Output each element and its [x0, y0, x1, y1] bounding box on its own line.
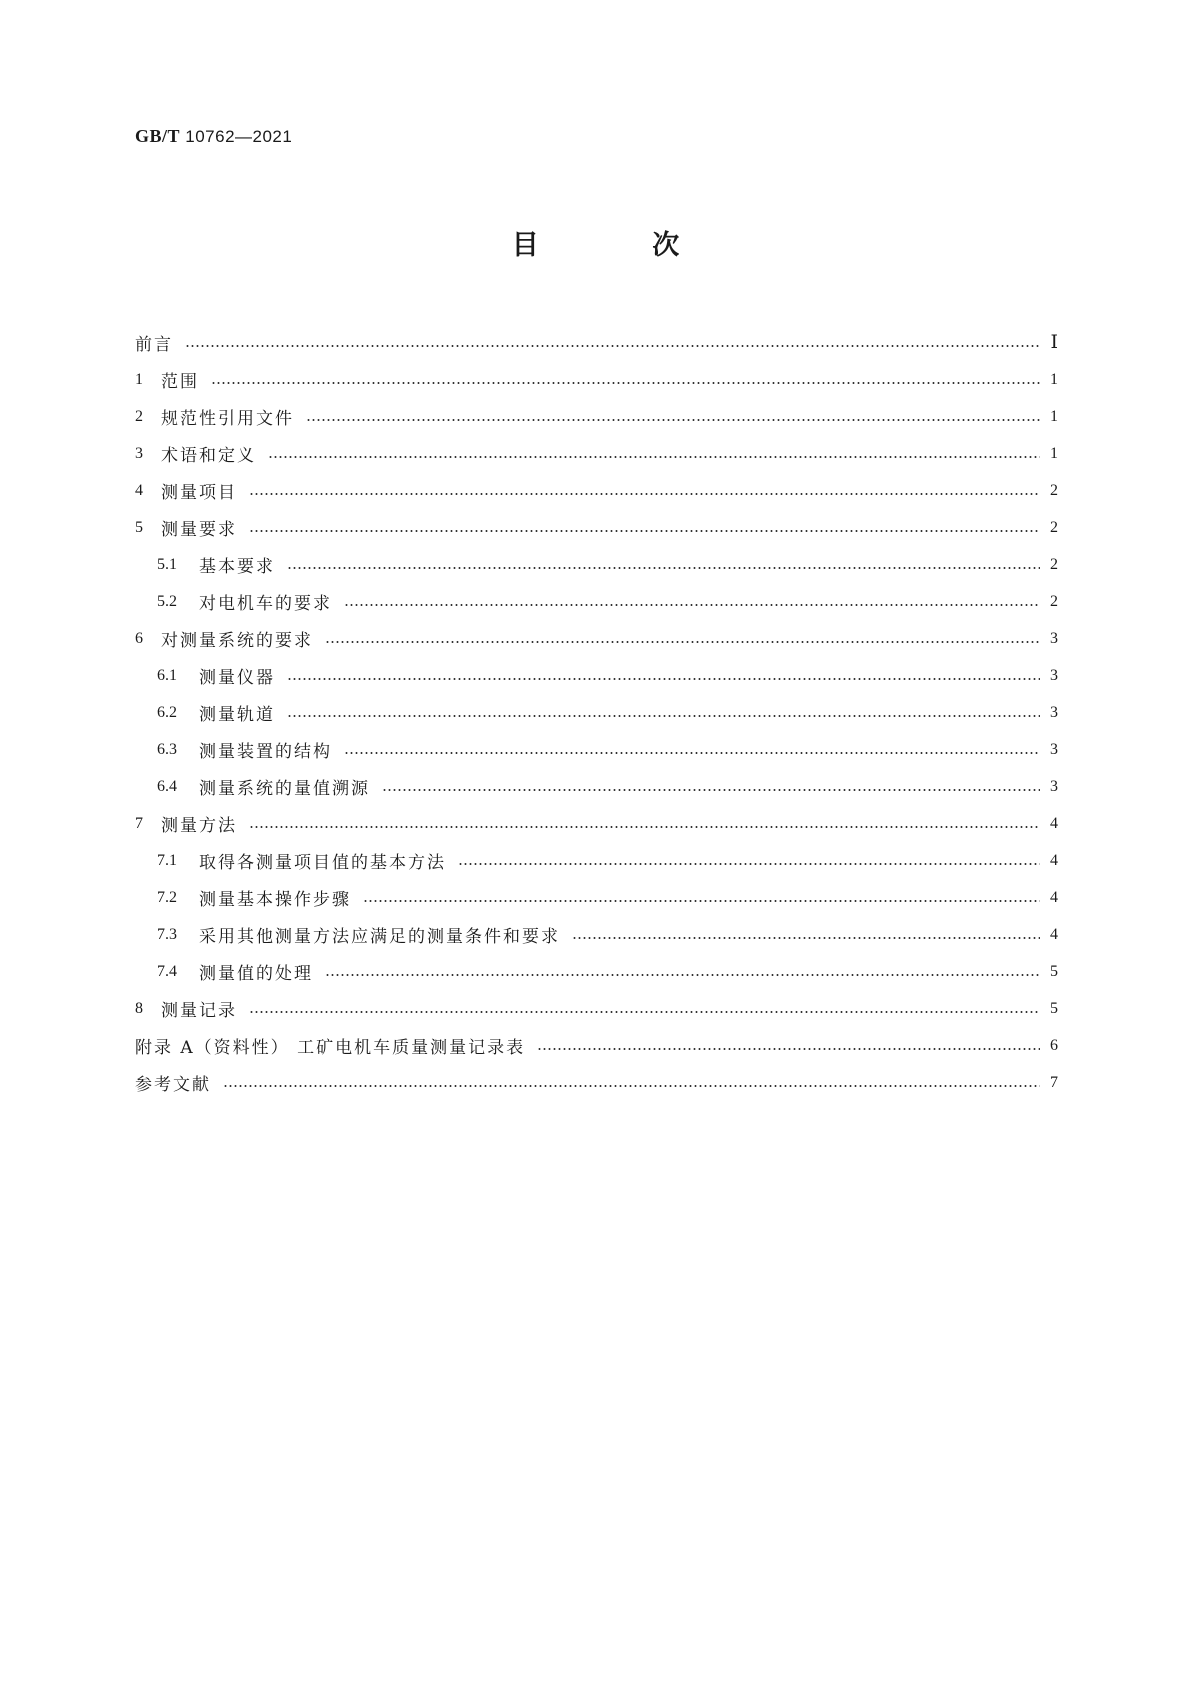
toc-dot-leader: [344, 604, 1040, 606]
toc-dot-leader: [268, 456, 1040, 458]
toc-entry[interactable]: [135, 805, 1058, 842]
toc-entry-page: 3: [1050, 703, 1058, 721]
toc-entry-label: 术语和定义: [161, 446, 256, 466]
toc-entry-number: 2: [135, 407, 143, 425]
toc-entry-number: 7.3: [157, 925, 177, 943]
toc-entry-page: 2: [1050, 481, 1058, 499]
toc-entry-page: 1: [1050, 444, 1058, 462]
toc-entry[interactable]: [135, 990, 1058, 1027]
standard-number: 10762—2021: [185, 127, 293, 146]
toc-entry-page: 5: [1050, 999, 1058, 1017]
toc-entry[interactable]: [135, 842, 1058, 879]
toc-dot-leader: [537, 1048, 1040, 1050]
toc-entry[interactable]: [135, 361, 1058, 398]
toc-entry-label: 测量值的处理: [199, 964, 313, 984]
toc-entry-page: 4: [1050, 814, 1058, 832]
toc-entry-label: 测量装置的结构: [199, 742, 332, 762]
toc-entry[interactable]: [135, 398, 1058, 435]
toc-entry[interactable]: [135, 435, 1058, 472]
toc-entry-page: 2: [1050, 555, 1058, 573]
toc-entry[interactable]: [135, 768, 1058, 805]
toc-entry-page: 3: [1050, 629, 1058, 647]
toc-entry-label: 采用其他测量方法应满足的测量条件和要求: [199, 927, 560, 947]
toc-entry-label: 测量方法: [161, 816, 237, 836]
toc-entry-number: 4: [135, 481, 143, 499]
toc-entry-number: 5.2: [157, 592, 177, 610]
toc-entry-label: 测量要求: [161, 520, 237, 540]
toc-entry-page: 4: [1050, 925, 1058, 943]
toc-entry-page: 1: [1050, 407, 1058, 425]
standard-code: [135, 126, 292, 147]
toc-entry-page: 5: [1050, 962, 1058, 980]
toc-entry[interactable]: [135, 657, 1058, 694]
toc-entry-page: 6: [1050, 1036, 1058, 1054]
toc-entry[interactable]: [135, 1027, 1058, 1064]
toc-entry-number: 6.1: [157, 666, 177, 684]
toc-entry-label: 参考文献: [135, 1075, 211, 1095]
toc-entry-number: 7: [135, 814, 143, 832]
toc-dot-leader: [211, 382, 1040, 384]
toc-entry-label: 附录 A（资料性） 工矿电机车质量测量记录表: [135, 1038, 526, 1058]
toc-entry-number: 6.3: [157, 740, 177, 758]
toc-entry[interactable]: [135, 916, 1058, 953]
toc-entry-page: 3: [1050, 777, 1058, 795]
toc-entry-label: 测量项目: [161, 483, 237, 503]
toc-dot-leader: [344, 752, 1040, 754]
toc-entry[interactable]: [135, 509, 1058, 546]
toc-dot-leader: [572, 937, 1040, 939]
toc-entry-number: 7.2: [157, 888, 177, 906]
toc-entry-number: 3: [135, 444, 143, 462]
toc-entry-label: 基本要求: [199, 557, 275, 577]
toc-entry[interactable]: [135, 546, 1058, 583]
toc-dot-leader: [325, 974, 1040, 976]
toc-entry-label: 测量记录: [161, 1001, 237, 1021]
toc-entry[interactable]: [135, 1064, 1058, 1101]
toc-entry-number: 7.1: [157, 851, 177, 869]
toc-entry[interactable]: [135, 694, 1058, 731]
toc-entry-label: 前言: [135, 335, 173, 355]
toc-entry-label: 对电机车的要求: [199, 594, 332, 614]
toc-dot-leader: [325, 641, 1040, 643]
toc-entry-page: 2: [1050, 518, 1058, 536]
toc-entry-label: 对测量系统的要求: [161, 631, 313, 651]
toc-dot-leader: [287, 567, 1040, 569]
toc-entry[interactable]: [135, 879, 1058, 916]
toc-dot-leader: [185, 345, 1040, 347]
toc-entry-number: 8: [135, 999, 143, 1017]
toc-dot-leader: [287, 678, 1040, 680]
toc-entry-page: 7: [1050, 1073, 1058, 1091]
table-of-contents: [135, 324, 1058, 1101]
toc-entry-label: 取得各测量项目值的基本方法: [199, 853, 446, 873]
toc-entry-number: 6.4: [157, 777, 177, 795]
toc-entry-page: 3: [1050, 740, 1058, 758]
toc-dot-leader: [363, 900, 1040, 902]
toc-dot-leader: [249, 826, 1040, 828]
toc-entry[interactable]: [135, 953, 1058, 990]
standard-prefix: GB/T: [135, 126, 181, 146]
toc-dot-leader: [287, 715, 1040, 717]
toc-entry-label: 范围: [161, 372, 199, 392]
toc-entry-number: 1: [135, 370, 143, 388]
toc-entry[interactable]: [135, 731, 1058, 768]
toc-entry-label: 测量基本操作步骤: [199, 890, 351, 910]
toc-entry-number: 5.1: [157, 555, 177, 573]
toc-entry-label: 测量仪器: [199, 668, 275, 688]
toc-entry[interactable]: [135, 472, 1058, 509]
toc-entry-label: 测量轨道: [199, 705, 275, 725]
toc-entry-page: Ⅰ: [1050, 332, 1058, 353]
toc-dot-leader: [249, 1011, 1040, 1013]
toc-entry-page: 2: [1050, 592, 1058, 610]
toc-dot-leader: [382, 789, 1040, 791]
toc-entry-page: 3: [1050, 666, 1058, 684]
toc-entry[interactable]: [135, 324, 1058, 361]
toc-dot-leader: [223, 1085, 1040, 1087]
toc-entry-page: 4: [1050, 851, 1058, 869]
toc-dot-leader: [249, 530, 1040, 532]
toc-entry-number: 6: [135, 629, 143, 647]
toc-entry-label: 测量系统的量值溯源: [199, 779, 370, 799]
toc-entry-number: 7.4: [157, 962, 177, 980]
toc-entry-page: 1: [1050, 370, 1058, 388]
toc-dot-leader: [306, 419, 1040, 421]
toc-dot-leader: [249, 493, 1040, 495]
toc-entry-page: 4: [1050, 888, 1058, 906]
toc-entry-number: 5: [135, 518, 143, 536]
toc-entry[interactable]: [135, 583, 1058, 620]
toc-entry-label: 规范性引用文件: [161, 409, 294, 429]
toc-title: 目 次: [511, 230, 732, 261]
toc-dot-leader: [458, 863, 1040, 865]
toc-entry-number: 6.2: [157, 703, 177, 721]
toc-entry[interactable]: [135, 620, 1058, 657]
